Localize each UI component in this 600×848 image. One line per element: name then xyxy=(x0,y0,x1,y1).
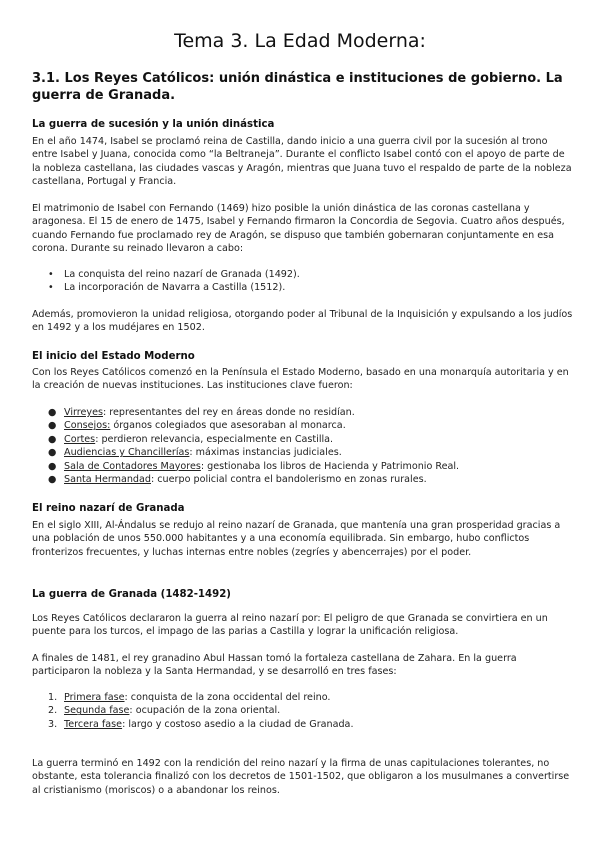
institution-term: Sala de Contadores Mayores xyxy=(64,460,201,472)
list-item-text: La incorporación de Navarra a Castilla (1512). xyxy=(64,282,286,294)
institution-desc: : cuerpo policial contra el bandolerismo en zonas rurales. xyxy=(151,474,427,486)
institution-desc: : representantes del rey en áreas donde no residían. xyxy=(103,407,355,418)
institution-desc: órganos colegiados que asesoraban al monarca. xyxy=(110,420,346,432)
paragraph-granada-3: La guerra terminó en 1492 con la rendición del reino nazarí y la firma de unas capitulaciones tolerantes, no obstante, esta tolerancia finalizó con los decretos de 1501-1502, que obligaron a los musulmanes a convertirse al cristianismo (moriscos) o a abandonar los reinos. xyxy=(32,758,570,796)
list-number: 3. xyxy=(48,718,58,730)
paragraph-granada-1: Los Reyes Católicos declararon la guerra al reino nazarí por: El peligro de que Granada se convirtiera en un puente para los turcos, el impago de las parias a Castilla y lograr la unificación religiosa. xyxy=(32,613,548,638)
paragraph-sucesion-1: En el año 1474, Isabel se proclamó reina de Castilla, dando inicio a una guerra civil por la sucesión al trono entre Isabel y Juana, conocida como “la Beltraneja”. Durante el conflicto Isabel contó con el apoyo de parte de la nobleza castellana, las ciudades vascas y Aragón, mientras que Juana tuvo el respaldo de parte de la nobleza castellana, Portugal y Francia. xyxy=(32,136,572,188)
paragraph-estado-moderno: Con los Reyes Católicos comenzó en la Península el Estado Moderno, basado en una monarquía autoritaria y en la creación de nuevas instituciones. Las instituciones clave fueron: xyxy=(32,367,569,392)
paragraph-sucesion-3: Además, promovieron la unidad religiosa, otorgando poder al Tribunal de la Inquisición y expulsando a los judíos en 1492 y a los mudéjares en 1502. xyxy=(32,309,573,334)
list-number: 1. xyxy=(48,692,58,703)
institution-desc: : perdieron relevancia, especialmente en Castilla. xyxy=(95,433,334,445)
list-item: ● Consejos: órganos colegiados que asesoraban al monarca. xyxy=(48,420,346,432)
phase-term: Tercera fase xyxy=(64,718,123,730)
page-title: Tema 3. La Edad Moderna: xyxy=(174,30,426,52)
list-item xyxy=(48,718,568,731)
bullet-list-instituciones xyxy=(48,406,568,486)
institution-term: Cortes xyxy=(64,433,96,445)
list-item: ● Sala de Contadores Mayores: gestionaba los libros de Hacienda y Patrimonio Real. xyxy=(48,460,460,472)
phase-desc: : largo y costoso asedio a la ciudad de Granada. xyxy=(122,718,354,730)
paragraph-reino-nazari: En el siglo XIII, Al-Ándalus se redujo al reino nazarí de Granada, que mantenía una gran prosperidad gracias a una población de unos 550.000 habitantes y a una economía equilibrada. Sin embargo, hubo conflictos fronterizos frecuentes, y luchas internas entre nobles (zegríes y abencerrajes) por el poder. xyxy=(32,520,561,558)
bullet-list-reinado xyxy=(48,268,568,295)
list-item: • La incorporación de Navarra a Castilla (1512). xyxy=(48,282,286,294)
list-item: ● Audiencias y Chancillerías: máximas instancias judiciales. xyxy=(48,447,342,459)
institution-term: Audiencias y Chancillerías xyxy=(64,447,190,459)
list-item: • La conquista del reino nazarí de Granada (1492). xyxy=(48,269,300,280)
phase-desc: : conquista de la zona occidental del reino. xyxy=(124,692,331,703)
heading-estado-moderno: El inicio del Estado Moderno xyxy=(32,351,195,362)
list-item: ● Cortes: perdieron relevancia, especialmente en Castilla. xyxy=(48,433,334,445)
paragraph-granada-2: A finales de 1481, el rey granadino Abul Hassan tomó la fortaleza castellana de Zahara. En la guerra participaron la nobleza y la Santa Hermandad, y se desarrolló en tres fases: xyxy=(32,653,517,678)
institution-term: Virreyes xyxy=(64,407,104,418)
list-item-text: La conquista del reino nazarí de Granada (1492). xyxy=(64,269,300,280)
phase-term: Primera fase xyxy=(64,692,125,703)
institution-term: Santa Hermandad xyxy=(64,474,151,486)
list-item xyxy=(48,704,568,717)
heading-reino-nazari: El reino nazarí de Granada xyxy=(32,503,185,514)
institution-term: Consejos: xyxy=(64,420,111,432)
heading-guerra-granada: La guerra de Granada (1482-1492) xyxy=(32,589,231,600)
section-heading: 3.1. Los Reyes Católicos: unión dinástica e instituciones de gobierno. La guerra de Granada. xyxy=(32,71,563,103)
list-item xyxy=(48,691,568,704)
institution-desc: : máximas instancias judiciales. xyxy=(189,447,342,459)
phase-term: Segunda fase xyxy=(64,705,130,717)
list-number: 2. xyxy=(48,705,58,717)
paragraph-sucesion-2: El matrimonio de Isabel con Fernando (1469) hizo posible la unión dinástica de las coronas castellana y aragonesa. El 15 de enero de 1475, Isabel y Fernando firmaron la Concordia de Segovia. Cuatro años después, cuando Fernando fue proclamado rey de Aragón, se dispuso que también gobernaran conjuntamente en esa corona. Durante su reinado llevaron a cabo: xyxy=(32,203,565,255)
list-item: ● Virreyes: representantes del rey en áreas donde no residían. xyxy=(48,407,355,418)
numbered-list-fases xyxy=(48,691,568,731)
heading-guerra-sucesion: La guerra de sucesión y la unión dinástica xyxy=(32,119,275,130)
list-item: ● Santa Hermandad: cuerpo policial contra el bandolerismo en zonas rurales. xyxy=(48,474,427,486)
institution-desc: : gestionaba los libros de Hacienda y Patrimonio Real. xyxy=(200,460,460,472)
phase-desc: : ocupación de la zona oriental. xyxy=(129,705,281,717)
